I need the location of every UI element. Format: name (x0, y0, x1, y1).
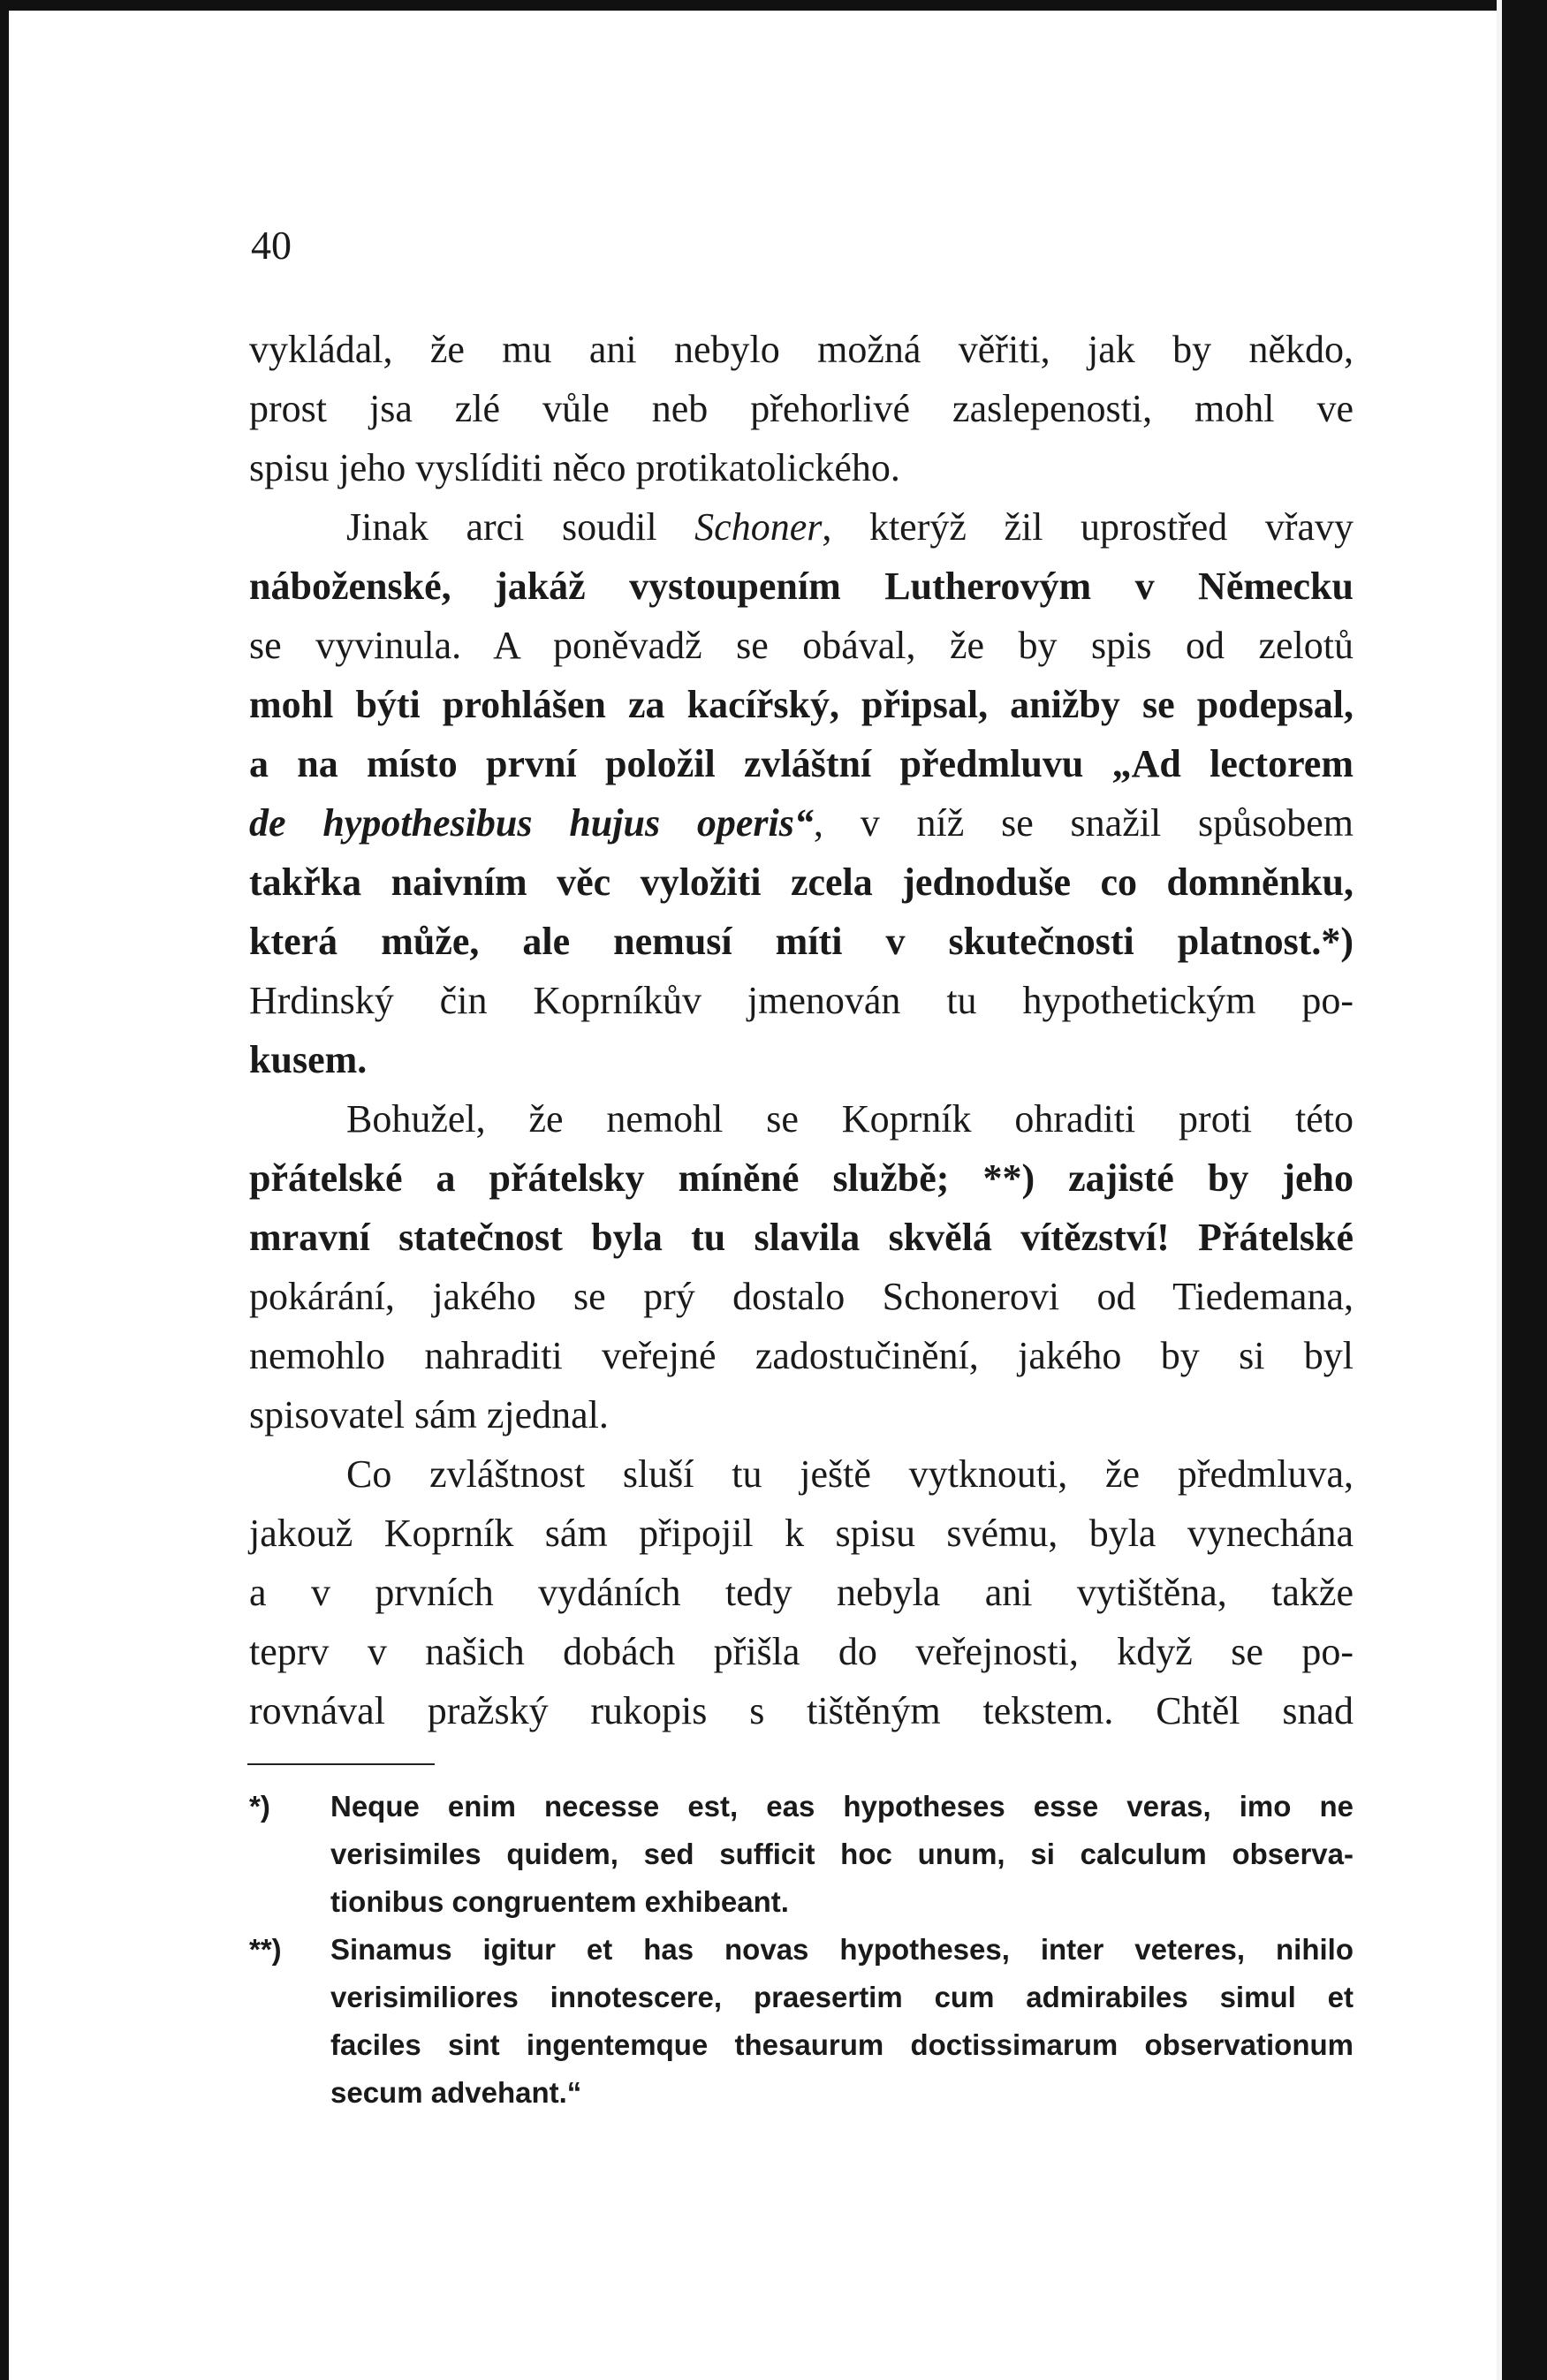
footnote-line (249, 1926, 1354, 1974)
footnote-marker: **) (249, 1933, 282, 1966)
text-line: Hrdinský čin Koprníkův jmenován tu hypothetickým po- (249, 979, 1354, 1022)
footnote-line: faciles sint ingentemque thesaurum doctissimarum observationum (330, 2028, 1354, 2061)
text-line: která může, ale nemusí míti v skutečnosti platnost.*) (249, 920, 1354, 963)
text-line: spisovatel sám zjednal. (249, 1393, 609, 1436)
text-line: rovnával pražský rukopis s tištěným tekstem. Chtěl snad (249, 1689, 1354, 1732)
text-line: kusem. (249, 1038, 368, 1081)
footnote-marker: *) (249, 1790, 270, 1823)
text-line: prost jsa zlé vůle neb přehorlivé zaslepenosti, mohl ve (249, 387, 1354, 430)
text-line: teprv v našich dobách přišla do veřejnosti, když se po- (249, 1630, 1354, 1673)
text-span: , kterýž žil uprostřed vřavy (822, 505, 1354, 549)
text-line: Bohužel, že nemohl se Koprník ohraditi proti této (346, 1097, 1354, 1141)
scan-border-left (0, 0, 9, 2380)
italic-name: Schoner (694, 505, 823, 549)
footnote-rule (247, 1763, 435, 1765)
page-number: 40 (251, 223, 292, 268)
footnotes (249, 1783, 1354, 2117)
text-line: Co zvláštnost sluší tu ještě vytknouti, že předmluva, (346, 1452, 1354, 1496)
text-line (249, 793, 1354, 853)
scan-border-right (1502, 0, 1547, 2380)
text-line (249, 497, 1354, 557)
footnote-line: verisimiles quidem, sed sufficit hoc unum, si calculum observa- (330, 1838, 1354, 1870)
text-line: se vyvinula. A poněvadž se obával, že by spis od zelotů (249, 624, 1354, 667)
text-line: a na místo první položil zvláštní předmluvu „Ad lectorem (249, 742, 1354, 785)
text-span: , v níž se snažil spůsobem (813, 801, 1354, 845)
text-line: pokárání, jakého se prý dostalo Schonerovi od Tiedemana, (249, 1275, 1354, 1318)
scan-border-top (0, 0, 1547, 11)
body-text (249, 320, 1354, 1740)
text-span: Jinak arci soudil (346, 505, 695, 549)
text-line: a v prvních vydáních tedy nebyla ani vytištěna, takže (249, 1571, 1354, 1614)
footnote-line (249, 1783, 1354, 1830)
footnote-line: secum advehant.“ (330, 2076, 582, 2109)
text-line: takřka naivním věc vyložiti zcela jednoduše co domněnku, (249, 860, 1354, 904)
text-line: nemohlo nahraditi veřejné zadostučinění, jakého by si byl (249, 1334, 1354, 1377)
italic-title: de hypothesibus hujus operis“ (249, 801, 814, 845)
text-line: náboženské, jakáž vystoupením Lutherovým v Německu (249, 565, 1354, 608)
text-line: mravní statečnost byla tu slavila skvělá vítězství! Přátelské (249, 1216, 1354, 1259)
text-line: mohl býti prohlášen za kacířský, připsal, anižby se podepsal, (249, 683, 1354, 726)
text-line: vykládal, že mu ani nebylo možná věřiti, jak by někdo, (249, 328, 1354, 371)
footnote-line: tionibus congruentem exhibeant. (330, 1885, 789, 1918)
text-line: přátelské a přátelsky míněné službě; **) zajisté by jeho (249, 1156, 1354, 1200)
footnote-text: Sinamus igitur et has novas hypotheses, inter veteres, nihilo (330, 1933, 1354, 1966)
footnote-text: Neque enim necesse est, eas hypotheses esse veras, imo ne (330, 1790, 1354, 1823)
footnote-line: verisimiliores innotescere, praesertim cum admirabiles simul et (330, 1981, 1354, 2013)
text-line: jakouž Koprník sám připojil k spisu svému, byla vynechána (249, 1512, 1354, 1555)
text-line: spisu jeho vyslíditi něco protikatolického. (249, 446, 900, 489)
